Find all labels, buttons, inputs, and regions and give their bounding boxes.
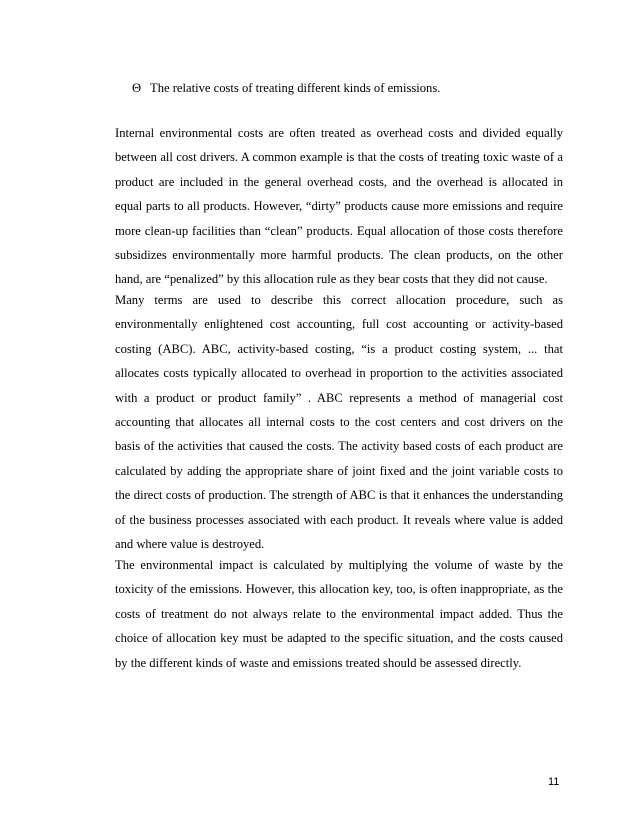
bullet-item	[132, 78, 440, 98]
paragraph-internal-costs: Internal environmental costs are often treated as overhead costs and divided equally between all cost drivers. A common example is that the costs of treating toxic waste of a product are included in the general overhead costs, and the overhead is allocated in equal parts to all products. However, “dirty” products cause more emissions and require more clean-up facilities than “clean” products. Equal allocation of those costs therefore subsidizes environmentally more harmful products. The clean products, on the other hand, are “penalized” by this allocation rule as they bear costs that they did not cause.	[115, 126, 563, 287]
paragraph-environmental-impact: The environmental impact is calculated by multiplying the volume of waste by the toxicity of the emissions. However, this allocation key, too, is often inappropriate, as the costs of treatment do not always relate to the environmental impact added. Thus the choice of allocation key must be adapted to the specific situation, and the costs caused by the different kinds of waste and emissions treated should be assessed directly.	[115, 558, 563, 670]
paragraph-allocation-procedure: Many terms are used to describe this correct allocation procedure, such as environmentally enlightened cost accounting, full cost accounting or activity-based costing (ABC). ABC, activity-based costing, “is a product costing system, ... that allocates costs typically allocated to overhead in proportion to the activities associated with a product or product family” . ABC represents a method of managerial cost accounting that allocates all internal costs to the cost centers and cost drivers on the basis of the activities that caused the costs. The activity based costs of each product are calculated by adding the appropriate share of joint fixed and the joint variable costs to the direct costs of production. The strength of ABC is that it enhances the understanding of the business processes associated with each product. It reveals where value is added and where value is destroyed.	[115, 293, 563, 552]
page-number: 11	[548, 776, 560, 788]
bullet-symbol: Θ	[132, 81, 142, 95]
bullet-text: The relative costs of treating different kinds of emissions.	[150, 81, 441, 95]
